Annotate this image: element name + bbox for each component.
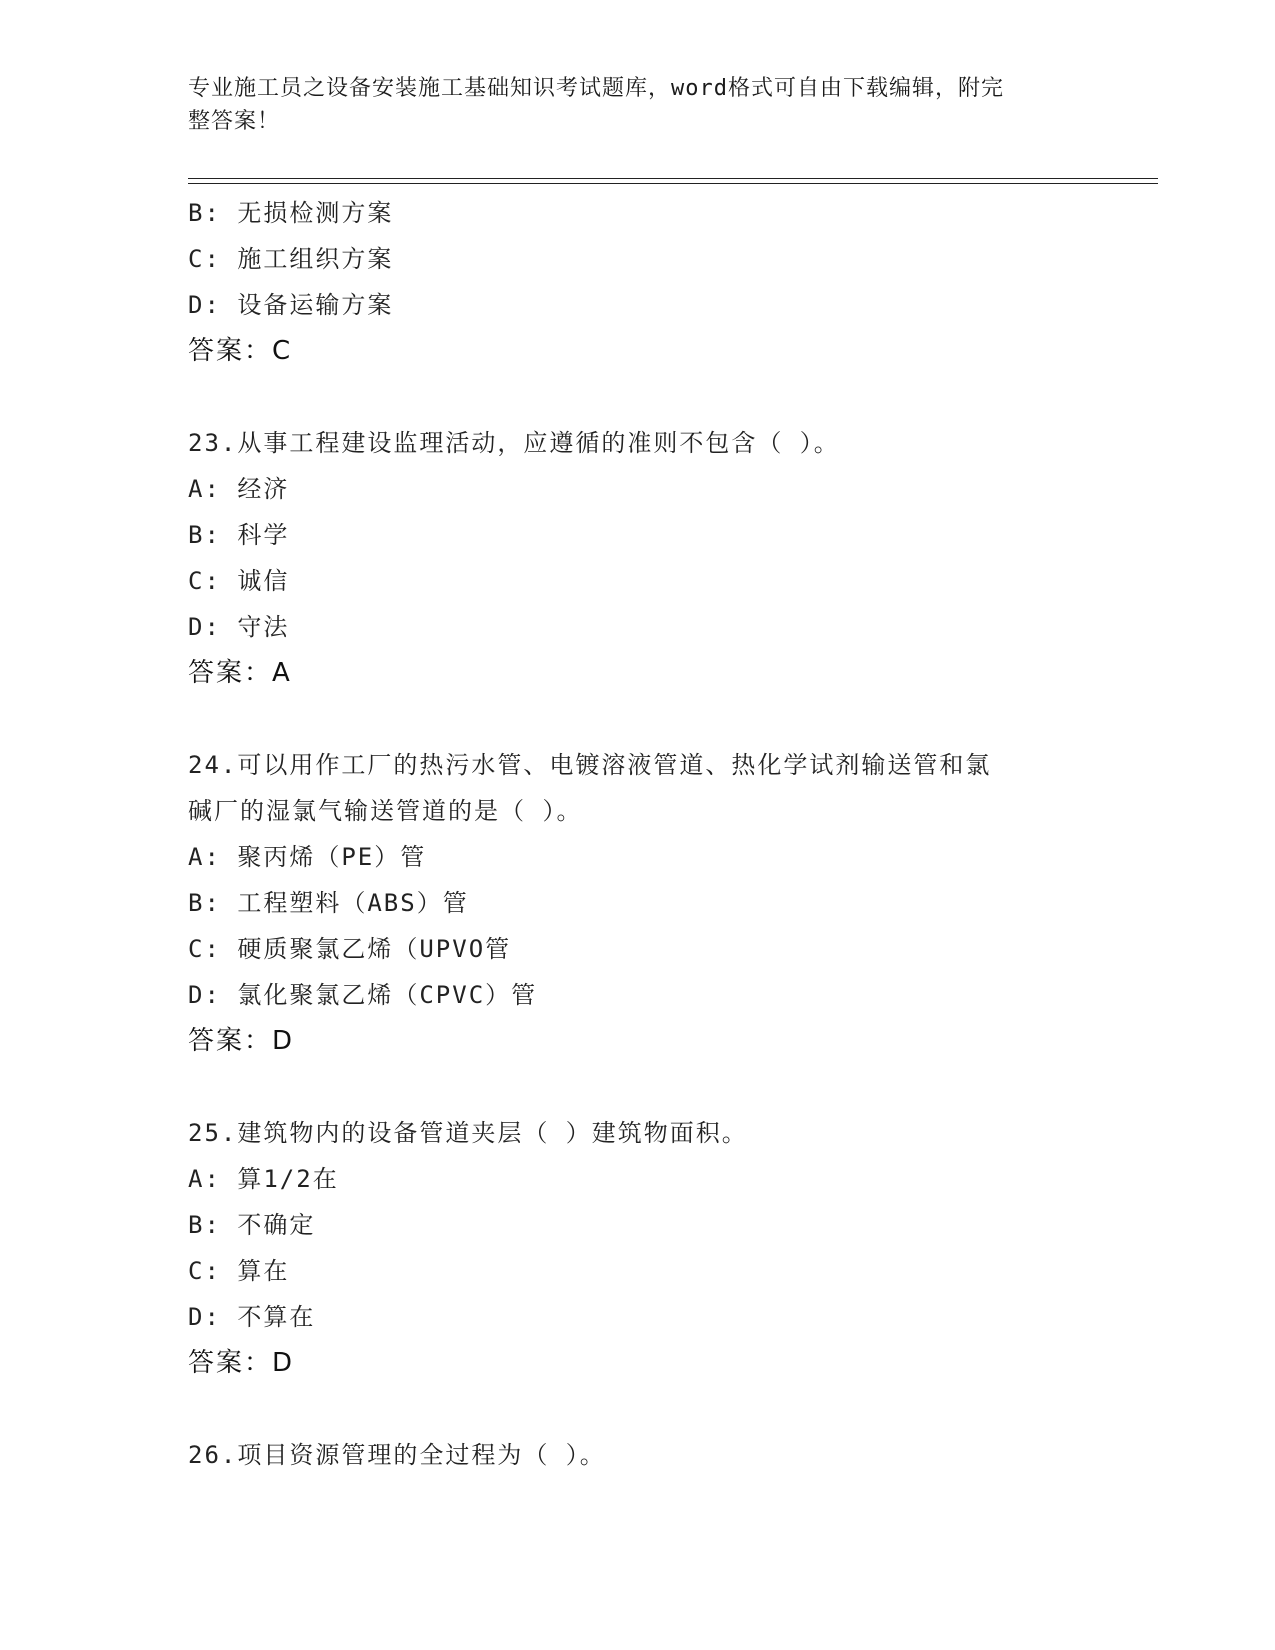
document-header — [188, 72, 1068, 138]
option-b: B: 不确定 — [188, 1211, 316, 1239]
option-b: B: 工程塑料（ABS）管 — [188, 889, 469, 917]
spacer — [188, 1386, 1088, 1432]
option-c: C: 施工组织方案 — [188, 245, 394, 273]
option-a: A: 聚丙烯（PE）管 — [188, 843, 427, 871]
question-23 — [188, 420, 1088, 696]
question-text: 24.可以用作工厂的热污水管、电镀溶液管道、热化学试剂输送管和氯 — [188, 751, 992, 779]
option-d: D: 氯化聚氯乙烯（CPVC）管 — [188, 981, 538, 1009]
question-text: 25.建筑物内的设备管道夹层（ ）建筑物面积。 — [188, 1119, 748, 1147]
question-24 — [188, 742, 1088, 1064]
spacer — [188, 374, 1088, 420]
spacer — [188, 1064, 1088, 1110]
question-text-continued: 碱厂的湿氯气输送管道的是（ ）。 — [188, 797, 583, 825]
header-divider-bottom — [188, 183, 1158, 184]
option-a: A: 算1/2在 — [188, 1165, 339, 1193]
header-line-1: 专业施工员之设备安装施工基础知识考试题库，word格式可自由下载编辑，附完 — [188, 76, 1004, 101]
option-c: C: 算在 — [188, 1257, 290, 1285]
question-text: 26.项目资源管理的全过程为（ ）。 — [188, 1441, 606, 1469]
question-26 — [188, 1432, 1088, 1478]
option-a: A: 经济 — [188, 475, 290, 503]
answer: 答案：C — [188, 336, 293, 366]
answer: 答案：D — [188, 1348, 295, 1378]
answer: 答案：A — [188, 658, 292, 688]
question-text: 23.从事工程建设监理活动，应遵循的准则不包含（ ）。 — [188, 429, 840, 457]
question-25 — [188, 1110, 1088, 1386]
spacer — [188, 696, 1088, 742]
option-d: D: 不算在 — [188, 1303, 316, 1331]
header-line-2: 整答案！ — [188, 109, 281, 134]
document-body — [188, 190, 1088, 1478]
option-c: C: 硬质聚氯乙烯（UPVO管 — [188, 935, 512, 963]
question-22-continued — [188, 190, 1088, 374]
option-c: C: 诚信 — [188, 567, 290, 595]
answer: 答案：D — [188, 1026, 295, 1056]
option-d: D: 守法 — [188, 613, 290, 641]
option-b: B: 无损检测方案 — [188, 199, 394, 227]
option-d: D: 设备运输方案 — [188, 291, 394, 319]
option-b: B: 科学 — [188, 521, 290, 549]
header-divider-top — [188, 178, 1158, 179]
